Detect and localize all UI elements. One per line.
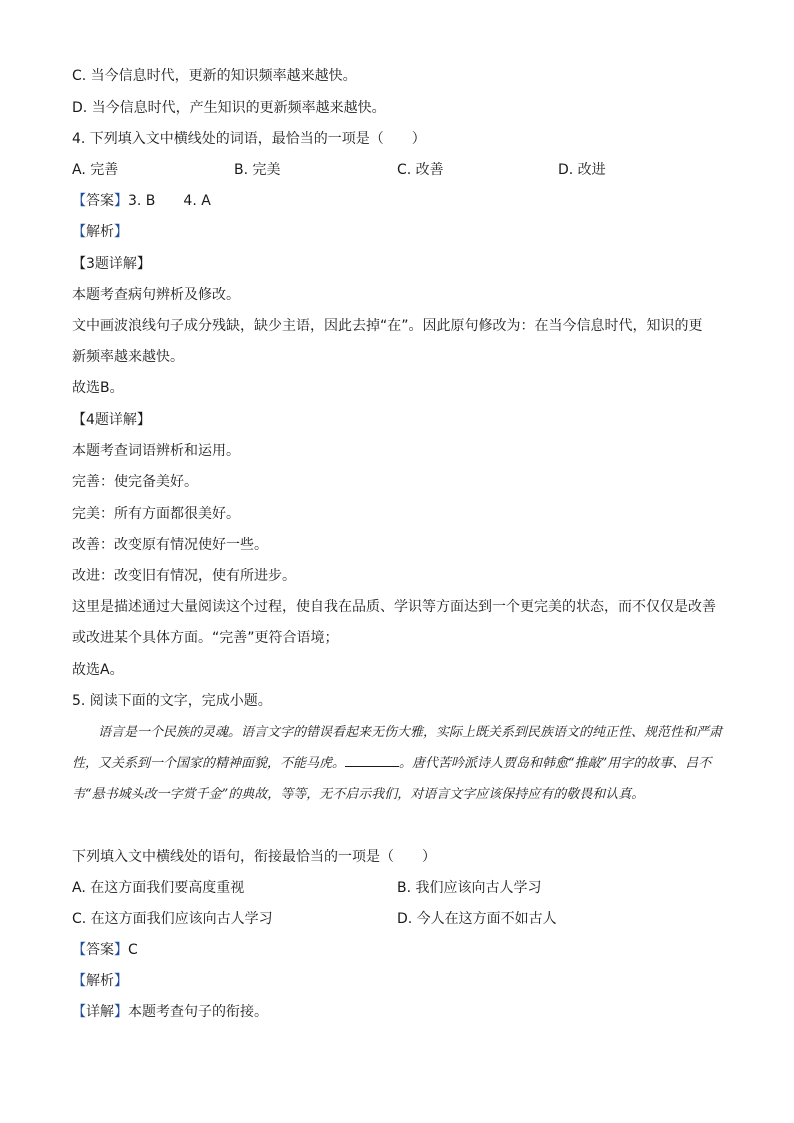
- option-c: C. 当今信息时代，更新的知识频率越来越快。: [72, 68, 357, 84]
- detail-3-line: 故选B。: [72, 380, 124, 396]
- answer-value: 3. B 4. A: [128, 193, 211, 209]
- q4-option-a: A. 完善: [72, 162, 119, 178]
- analysis-close-bracket: 】: [114, 224, 128, 240]
- analysis-label: 解析: [86, 973, 114, 989]
- q5-option-c: C. 在这方面我们应该向古人学习: [72, 911, 273, 927]
- q5-option-b: B. 我们应该向古人学习: [397, 880, 542, 896]
- answer-5: [72, 940, 138, 960]
- question-5-stem: 5. 阅读下面的文字，完成小题。: [72, 693, 272, 709]
- detail-3-heading: 【3题详解】: [72, 256, 151, 272]
- fill-in-blank: [345, 754, 399, 767]
- answer-open-bracket: 【: [72, 193, 86, 209]
- detail-4-line: 完善：使完备美好。: [72, 474, 198, 490]
- q5-option-d: D. 今人在这方面不如古人: [397, 911, 557, 927]
- detail-4-heading: 【4题详解】: [72, 412, 151, 428]
- analysis-label: 解析: [86, 224, 114, 240]
- detail-3-line: 文中画波浪线句子成分残缺，缺少主语，因此去掉“在”。因此原句修改为：在当今信息时代，知识的更: [72, 318, 703, 334]
- q4-option-d: D. 改进: [558, 162, 606, 178]
- detail-5-text: 本题考查句子的衔接。: [128, 1004, 268, 1020]
- option-d: D. 当今信息时代，产生知识的更新频率越来越快。: [72, 100, 386, 116]
- detail-open-bracket: 【: [72, 1004, 86, 1020]
- detail-4-line: 故选A。: [72, 662, 124, 678]
- detail-3-line: 新频率越来越快。: [72, 349, 184, 365]
- answer-3-4: [72, 191, 211, 211]
- passage-text-after: 。唐代苦吟派诗人贾岛和韩愈“推敲”用字的故事、吕不韦“悬书城头改一字赏千金”的典故，等等，无不启示我们，对语言文字应该保持应有的敬畏和认真。: [72, 756, 712, 802]
- answer-label: 答案: [86, 193, 114, 209]
- detail-4-line: 改进：改变旧有情况，使有所进步。: [72, 568, 296, 584]
- answer-close-bracket: 】: [114, 193, 128, 209]
- detail-3-line: 本题考查病句辨析及修改。: [72, 287, 240, 303]
- detail-4-line: 完美：所有方面都很美好。: [72, 506, 240, 522]
- detail-close-bracket: 】: [114, 1004, 128, 1020]
- q5-option-a: A. 在这方面我们要高度重视: [72, 880, 245, 896]
- analysis-open-bracket: 【: [72, 973, 86, 989]
- detail-4-line: 改善：改变原有情况使好一些。: [72, 537, 268, 553]
- q4-option-c: C. 改善: [397, 162, 444, 178]
- detail-4-line: 本题考查词语辨析和运用。: [72, 443, 240, 459]
- q4-option-b: B. 完美: [234, 162, 281, 178]
- detail-4-line: 这里是描述通过大量阅读这个过程，使自我在品质、学识等方面达到一个更完美的状态，而不仅仅是改善: [72, 599, 716, 615]
- analysis-heading-1: [72, 222, 128, 242]
- detail-label: 详解: [86, 1004, 114, 1020]
- question-4-stem: 4. 下列填入文中横线处的词语，最恰当的一项是（ ）: [72, 131, 426, 147]
- question-5-prompt: 下列填入文中横线处的语句，衔接最恰当的一项是（ ）: [72, 849, 436, 865]
- analysis-open-bracket: 【: [72, 224, 86, 240]
- answer-open-bracket: 【: [72, 942, 86, 958]
- detail-5: [72, 1002, 268, 1022]
- answer-close-bracket: 】: [114, 942, 128, 958]
- detail-4-line: 或改进某个具体方面。“完善”更符合语境；: [72, 630, 339, 646]
- reading-passage: [72, 717, 722, 810]
- analysis-heading-2: [72, 971, 128, 991]
- analysis-close-bracket: 】: [114, 973, 128, 989]
- answer-value: C: [128, 942, 138, 958]
- answer-label: 答案: [86, 942, 114, 958]
- passage-text-before: 语言是一个民族的灵魂。语言文字的错误看起来无伤大雅，实际上既关系到民族语文的纯正性、规范性和严肃性，又关系到一个国家的精神面貌，不能马虎。: [72, 725, 723, 771]
